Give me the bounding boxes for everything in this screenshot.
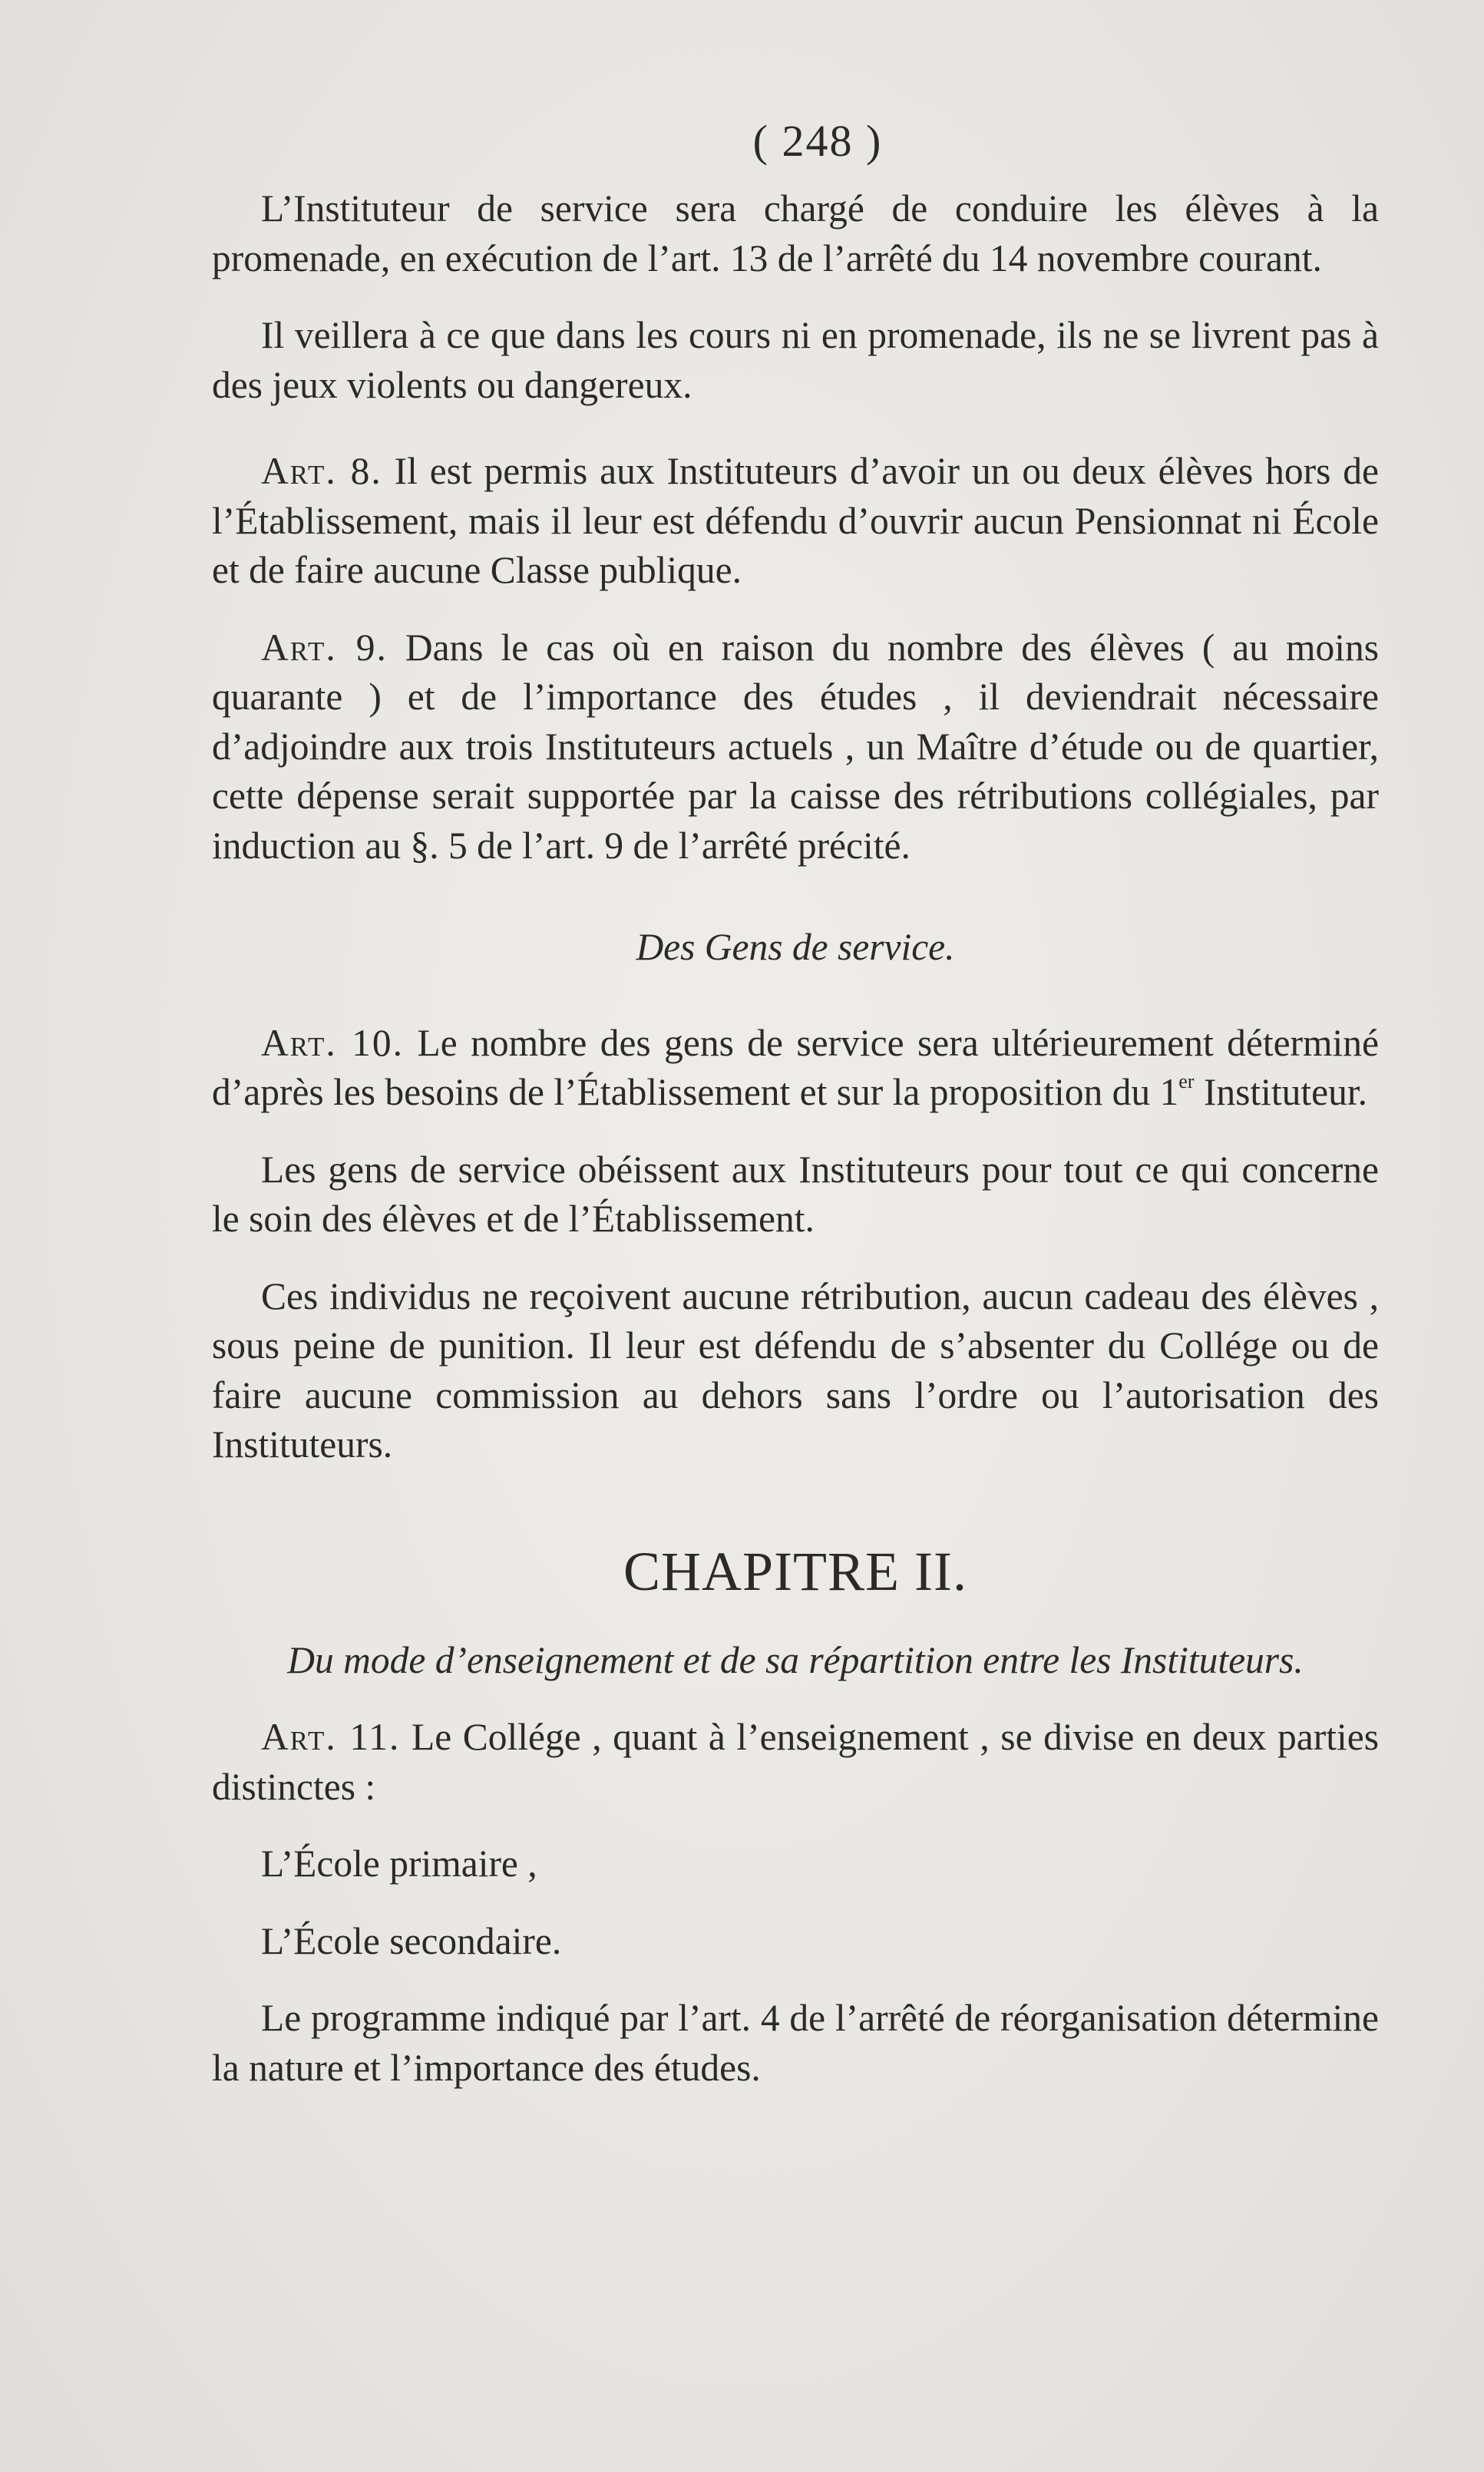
paragraph-instituteur-service: L’Instituteur de service sera chargé de conduire les élèves à la promenade, en exécution de l’art. 13 de l’arrêté du 14 novembre courant. (212, 187, 1379, 279)
paragraph-gens-service: Les gens de service obéissent aux Instituteurs pour tout ce qui concerne le soin des élèves et de l’Établissement. (212, 1148, 1379, 1240)
list-item-ecole-secondaire: L’École secondaire. (261, 1919, 562, 1962)
article-8 (212, 447, 1379, 596)
article-text: Le nombre des gens de service sera ultérieurement déterminé d’après les besoins de l’Établissement et sur la proposition du 1 (212, 1021, 1380, 1113)
article-9 (212, 623, 1379, 871)
article-10 (212, 1019, 1379, 1118)
list-item-ecole-primaire: L’École primaire , (261, 1842, 537, 1885)
paragraph-individus: Ces individus ne reçoivent aucune rétribution, aucun cadeau des élèves , sous peine de punition. Il leur est défendu de s’absenter du Collége ou de faire aucune commission au dehors sans l’ordre ou l’autorisation des Instituteurs. (212, 1274, 1379, 1466)
article-label: Art. 11. (261, 1716, 401, 1758)
page-body (212, 184, 1379, 2093)
paragraph-programme: Le programme indiqué par l’art. 4 de l’arrêté de réorganisation détermine la nature et l’importance des études. (212, 1997, 1379, 2089)
article-text-end: Instituteur. (1194, 1071, 1367, 1113)
page-number: ( 248 ) (752, 116, 883, 166)
paragraph-veillera: Il veillera à ce que dans les cours ni en promenade, ils ne se livrent pas à des jeux violents ou dangereux. (212, 314, 1379, 406)
chapter-subtitle: Du mode d’enseignement et de sa répartition entre les Instituteurs. (287, 1638, 1304, 1681)
chapter-title: CHAPITRE II. (623, 1540, 967, 1602)
section-heading: Des Gens de service. (636, 926, 955, 968)
superscript: er (1178, 1070, 1195, 1092)
article-label: Art. 8. (261, 450, 382, 492)
article-text: Le Collége , quant à l’enseignement , se divise en deux parties distinctes : (212, 1716, 1379, 1808)
article-label: Art. 9. (261, 626, 388, 669)
article-text: Il est permis aux Instituteurs d’avoir un ou deux élèves hors de l’Établissement, mais il leur est défendu d’ouvrir aucun Pensionnat ni École et de faire aucune Classe publique. (212, 450, 1379, 591)
article-text: Dans le cas où en raison du nombre des élèves ( au moins quarante ) et de l’importance des études , il deviendrait nécessaire d’adjoindre aux trois Instituteurs actuels , un Maître d’étude ou de quartier, cette dépense serait supportée par la caisse des rétributions collégiales, par induction au §. 5 de l’art. 9 de l’arrêté précité. (212, 626, 1380, 867)
article-11 (212, 1713, 1379, 1812)
article-label: Art. 10. (261, 1021, 405, 1064)
